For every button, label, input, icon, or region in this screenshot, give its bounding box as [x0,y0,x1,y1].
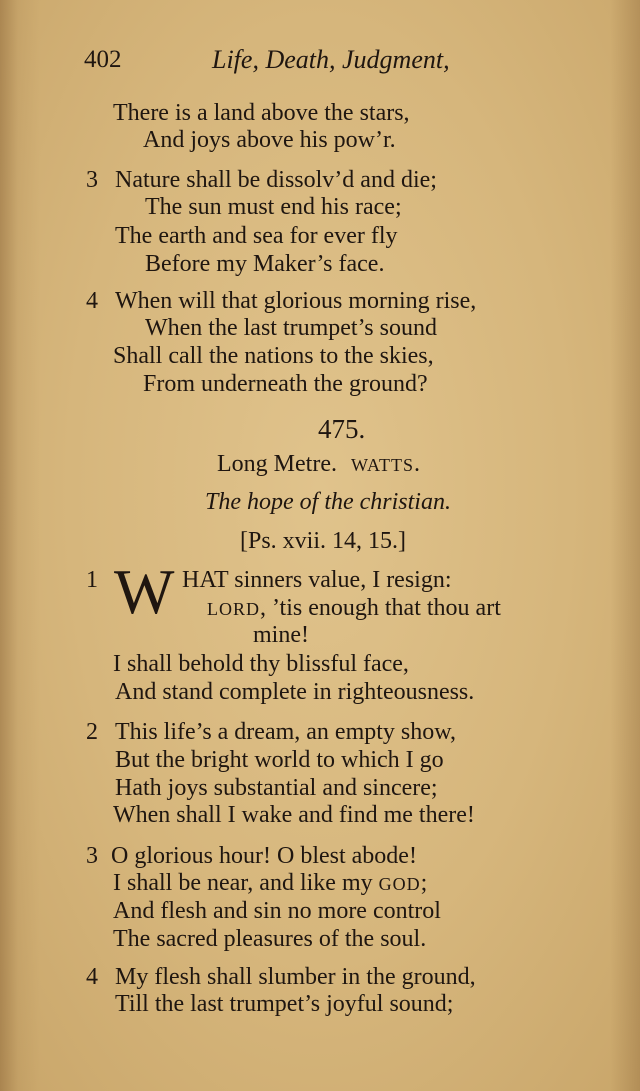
hymn-author: WATTS [350,455,414,475]
running-head-death: Death [265,45,329,74]
small-caps-god: GOD [378,874,421,894]
running-head [212,46,450,74]
hymn-author-end: . [413,451,420,477]
verse-line: The sun must end his race; [145,194,402,220]
stanza-number: 1 [86,567,98,593]
verse-line-post: ; [420,870,428,896]
scripture-reference: [Ps. xvii. 14, 15.] [240,528,407,554]
hymn-metre-line [217,450,420,479]
verse-line: My flesh shall slumber in the ground, [115,964,476,990]
verse-line: I shall behold thy blissful face, [113,651,409,677]
drop-cap: W [114,556,175,627]
running-head-life: Life [212,45,253,74]
small-caps-lord: LORD [207,599,260,619]
verse-line: Shall call the nations to the skies, [113,343,434,369]
stanza-number: 3 [86,843,98,869]
verse-line: Till the last trumpet’s joyful sound; [115,991,454,1017]
verse-line: Before my Maker’s face. [145,251,385,277]
hymn-title: The hope of the christian. [205,489,451,515]
page-number: 402 [84,46,122,73]
verse-line: But the bright world to which I go [115,747,444,773]
verse-line: When shall I wake and find me there! [113,802,475,828]
verse-line [207,594,501,623]
verse-line: Hath joys substantial and sincere; [115,775,438,801]
verse-line: The earth and sea for ever fly [115,223,398,249]
running-head-judgment: Judgment [342,45,444,74]
verse-line-pre: I shall be near, and like my [113,870,379,896]
verse-line: From underneath the ground? [143,371,428,397]
verse-line [113,869,427,898]
verse-line: And flesh and sin no more control [113,898,441,924]
running-head-sep-1: , [252,45,266,74]
verse-line-rest: , ’tis enough that thou art [260,595,501,621]
stanza-number: 2 [86,719,98,745]
verse-line: mine! [253,622,309,648]
hymn-number: 475. [318,414,366,444]
verse-line: The sacred pleasures of the soul. [113,926,427,952]
verse-line: And stand complete in righteousness. [115,679,475,705]
verse-line: Nature shall be dissolv’d and die; [115,167,437,193]
hymn-metre: Long Metre. [217,451,337,477]
verse-line: HAT sinners value, I resign: [182,567,452,593]
stanza-number: 4 [86,964,98,990]
verse-line: This life’s a dream, an empty show, [115,719,457,745]
verse-line: When the last trumpet’s sound [145,315,437,341]
running-head-sep-2: , [329,45,342,74]
verse-line: There is a land above the stars, [113,100,410,126]
verse-line: And joys above his pow’r. [143,127,396,153]
verse-line: When will that glorious morning rise, [115,288,477,314]
verse-line: O glorious hour! O blest abode! [111,843,417,869]
running-head-sep-3: , [443,45,450,74]
stanza-number: 3 [86,167,98,193]
stanza-number: 4 [86,288,98,314]
